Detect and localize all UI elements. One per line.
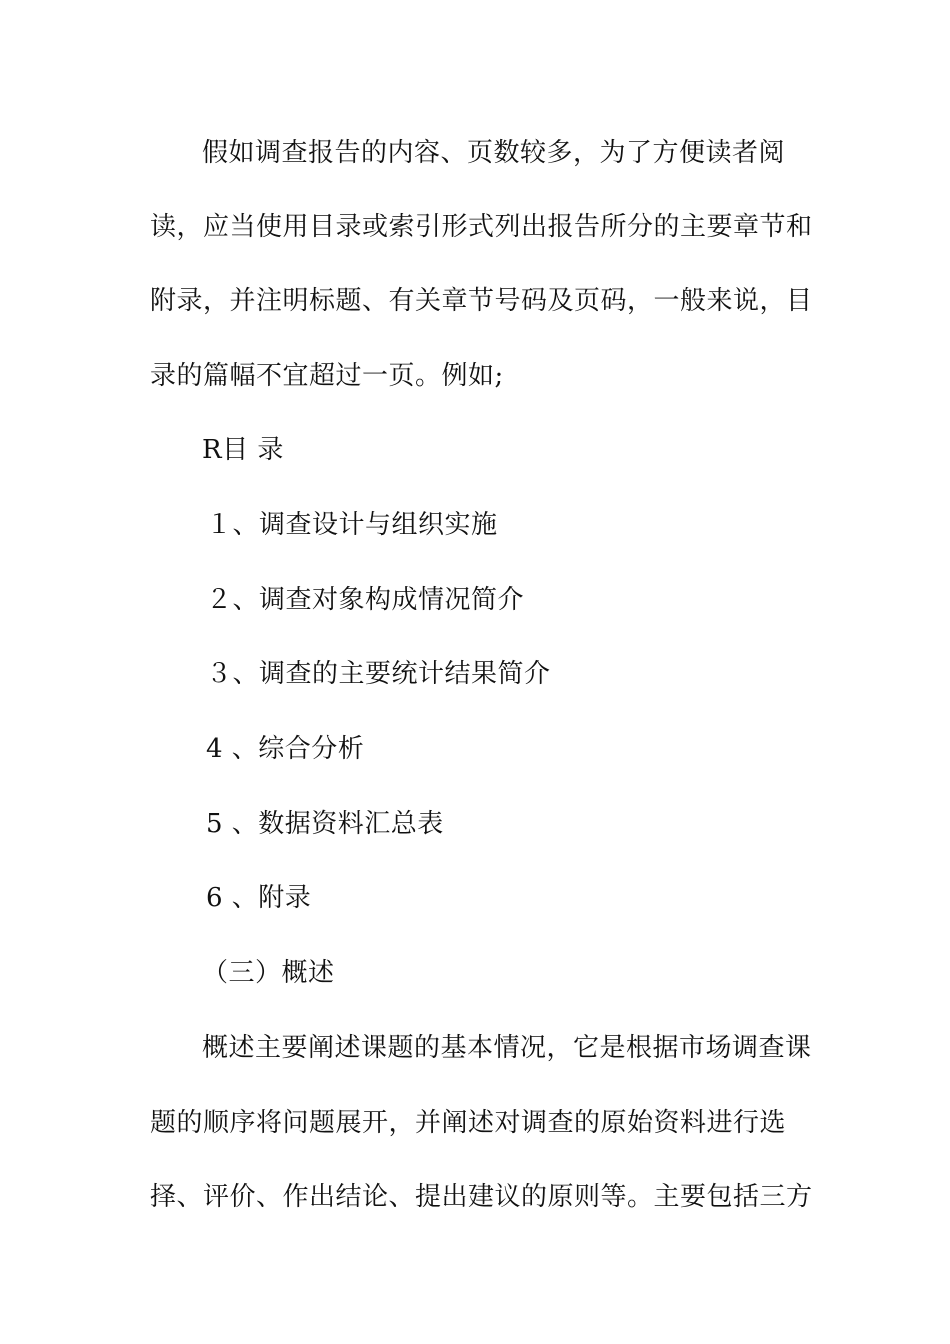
toc-item-4: 4 、综合分析	[206, 734, 365, 764]
paragraph-1-line-1: 假如调查报告的内容、页数较多，为了方便读者阅	[202, 138, 786, 168]
paragraph-2-line-1: 概述主要阐述课题的基本情况，它是根据市场调查课	[202, 1033, 812, 1063]
toc-item-2: ２、调查对象构成情况简介	[206, 585, 525, 615]
toc-item-3: ３、调查的主要统计结果简介	[206, 659, 551, 689]
toc-item-1: １、调查设计与组织实施	[206, 510, 498, 540]
toc-item-6: 6 、附录	[206, 883, 312, 913]
toc-heading: R目 录	[202, 435, 284, 465]
toc-item-5: 5 、数据资料汇总表	[206, 809, 444, 839]
paragraph-2-line-2: 题的顺序将问题展开，并阐述对调查的原始资料进行选	[150, 1108, 787, 1138]
section-heading: （三）概述	[202, 958, 335, 988]
paragraph-1-line-3: 附录，并注明标题、有关章节号码及页码，一般来说，目	[150, 286, 813, 316]
paragraph-1-line-4: 录的篇幅不宜超过一页。例如;	[150, 361, 504, 391]
paragraph-1-line-2: 读，应当使用目录或索引形式列出报告所分的主要章节和	[150, 212, 813, 242]
paragraph-2-line-3: 择、评价、作出结论、提出建议的原则等。主要包括三方	[150, 1182, 813, 1212]
